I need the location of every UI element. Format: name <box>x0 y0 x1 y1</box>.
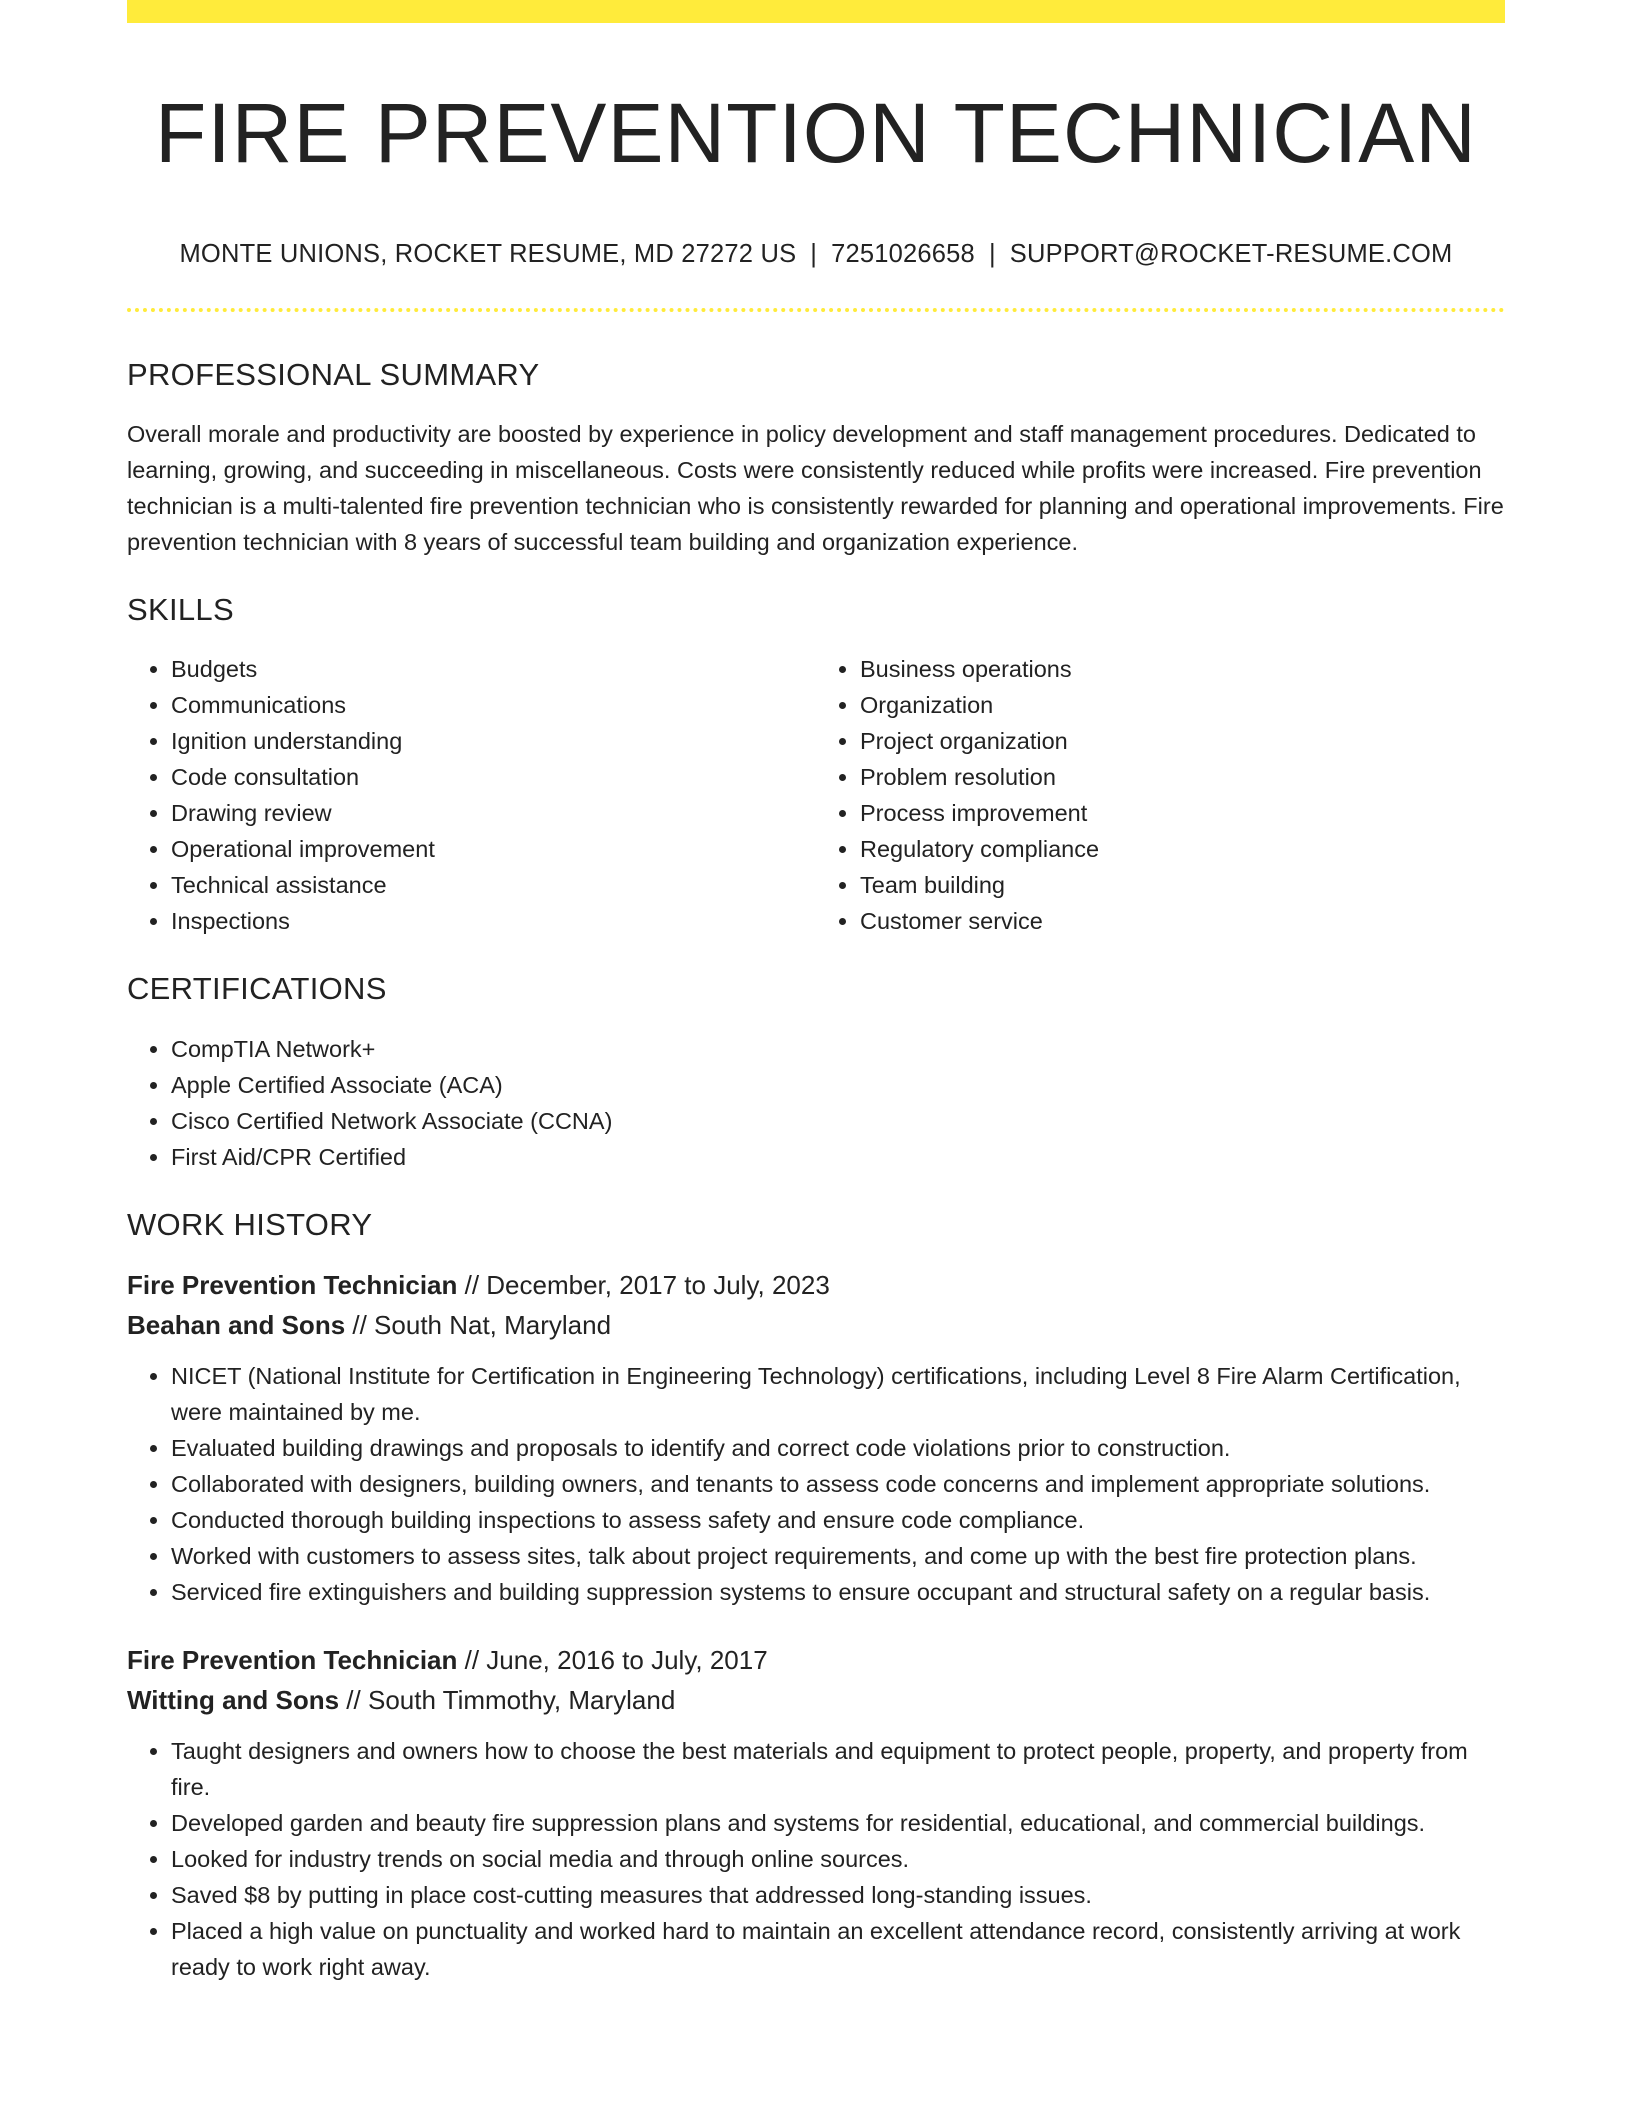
skill-item: • Customer service <box>860 903 1505 939</box>
skills-list <box>127 651 1505 939</box>
job-role: Fire Prevention Technician <box>127 1269 458 1300</box>
resume-title: FIRE PREVENTION TECHNICIAN <box>155 86 1477 180</box>
skill-item: • Drawing review <box>171 795 816 831</box>
job-company: Witting and Sons <box>127 1684 340 1715</box>
skill-item: • Technical assistance <box>171 867 816 903</box>
skill-item: • Code consultation <box>171 759 816 795</box>
skill-item: • Budgets <box>171 651 816 687</box>
skill-item: • Team building <box>860 867 1505 903</box>
job-bullet: • Collaborated with designers, building owners, and tenants to assess code concerns and implement appropriate solutions. <box>171 1466 1505 1502</box>
job-dates: // June, 2016 to July, 2017 <box>457 1644 768 1675</box>
skill-item: • Ignition understanding <box>171 723 816 759</box>
email-text: SUPPORT@ROCKET-RESUME.COM <box>1009 239 1453 268</box>
job-company-line <box>127 1305 1505 1345</box>
job-bullet: • Looked for industry trends on social media and through online sources. <box>171 1841 1505 1877</box>
job-bullet: • Saved $8 by putting in place cost-cutting measures that addressed long-standing issues. <box>171 1877 1505 1913</box>
job-bullet: • Taught designers and owners how to choose the best materials and equipment to protect people, property, and property from fire. <box>171 1733 1505 1805</box>
skill-item: • Organization <box>860 687 1505 723</box>
dotted-divider <box>127 308 1505 312</box>
job-entry <box>127 1265 1505 1610</box>
skill-item: • Project organization <box>860 723 1505 759</box>
skills-column-right <box>816 651 1505 939</box>
accent-bar <box>127 0 1505 23</box>
skills-column-left <box>127 651 816 939</box>
job-dates: // December, 2017 to July, 2023 <box>457 1269 830 1300</box>
address-text: MONTE UNIONS, ROCKET RESUME, MD 27272 US <box>179 239 797 268</box>
skill-item: • Regulatory compliance <box>860 831 1505 867</box>
skill-item: • Communications <box>171 687 816 723</box>
job-bullet: • NICET (National Institute for Certification in Engineering Technology) certifications, including Level 8 Fire Alarm Certification, were maintained by me. <box>171 1358 1505 1430</box>
summary-text: Overall morale and productivity are boosted by experience in policy development and staff management procedures. Dedicated to learning, growing, and succeeding in miscellaneous. Costs were consistently reduced while profits were increased. Fire prevention technician is a multi-talented fire prevention technician who is consistently rewarded for planning and operational improvements. Fire prevention technician with 8 years of successful team building and organization experience. <box>127 421 1504 556</box>
job-role: Fire Prevention Technician <box>127 1644 458 1675</box>
job-bullets <box>127 1733 1505 1985</box>
contact-separator: | <box>988 239 996 268</box>
skill-item: • Process improvement <box>860 795 1505 831</box>
contact-separator: | <box>810 239 818 268</box>
phone-text: 7251026658 <box>831 239 975 268</box>
job-bullet: • Placed a high value on punctuality and worked hard to maintain an excellent attendance record, consistently arriving at work ready to work right away. <box>171 1913 1505 1985</box>
skill-item: • Inspections <box>171 903 816 939</box>
job-location: // South Nat, Maryland <box>345 1309 612 1340</box>
skill-item: • Operational improvement <box>171 831 816 867</box>
skill-item: • Business operations <box>860 651 1505 687</box>
job-title-line <box>127 1640 1505 1680</box>
job-bullet: • Conducted thorough building inspections to assess safety and ensure code compliance. <box>171 1502 1505 1538</box>
job-bullet: • Serviced fire extinguishers and building suppression systems to ensure occupant and structural safety on a regular basis. <box>171 1574 1505 1610</box>
job-company-line <box>127 1680 1505 1720</box>
job-company: Beahan and Sons <box>127 1309 346 1340</box>
certifications-heading: CERTIFICATIONS <box>127 971 387 1007</box>
certification-item: • Cisco Certified Network Associate (CCNA) <box>171 1103 1505 1139</box>
job-entry <box>127 1640 1505 1985</box>
skills-heading: SKILLS <box>127 592 234 628</box>
summary-heading: PROFESSIONAL SUMMARY <box>127 356 540 392</box>
contact-line <box>127 238 1505 271</box>
job-location: // South Timmothy, Maryland <box>339 1684 676 1715</box>
certifications-list <box>127 1031 1505 1175</box>
resume-page <box>127 0 1505 1985</box>
job-title-line <box>127 1265 1505 1305</box>
work-history-heading: WORK HISTORY <box>127 1206 373 1242</box>
job-bullets <box>127 1358 1505 1610</box>
job-bullet: • Developed garden and beauty fire suppression plans and systems for residential, educational, and commercial buildings. <box>171 1805 1505 1841</box>
skill-item: • Problem resolution <box>860 759 1505 795</box>
certification-item: • Apple Certified Associate (ACA) <box>171 1067 1505 1103</box>
job-bullet: • Worked with customers to assess sites, talk about project requirements, and come up with the best fire protection plans. <box>171 1538 1505 1574</box>
certification-item: • First Aid/CPR Certified <box>171 1139 1505 1175</box>
certification-item: • CompTIA Network+ <box>171 1031 1505 1067</box>
job-bullet: • Evaluated building drawings and proposals to identify and correct code violations prior to construction. <box>171 1430 1505 1466</box>
